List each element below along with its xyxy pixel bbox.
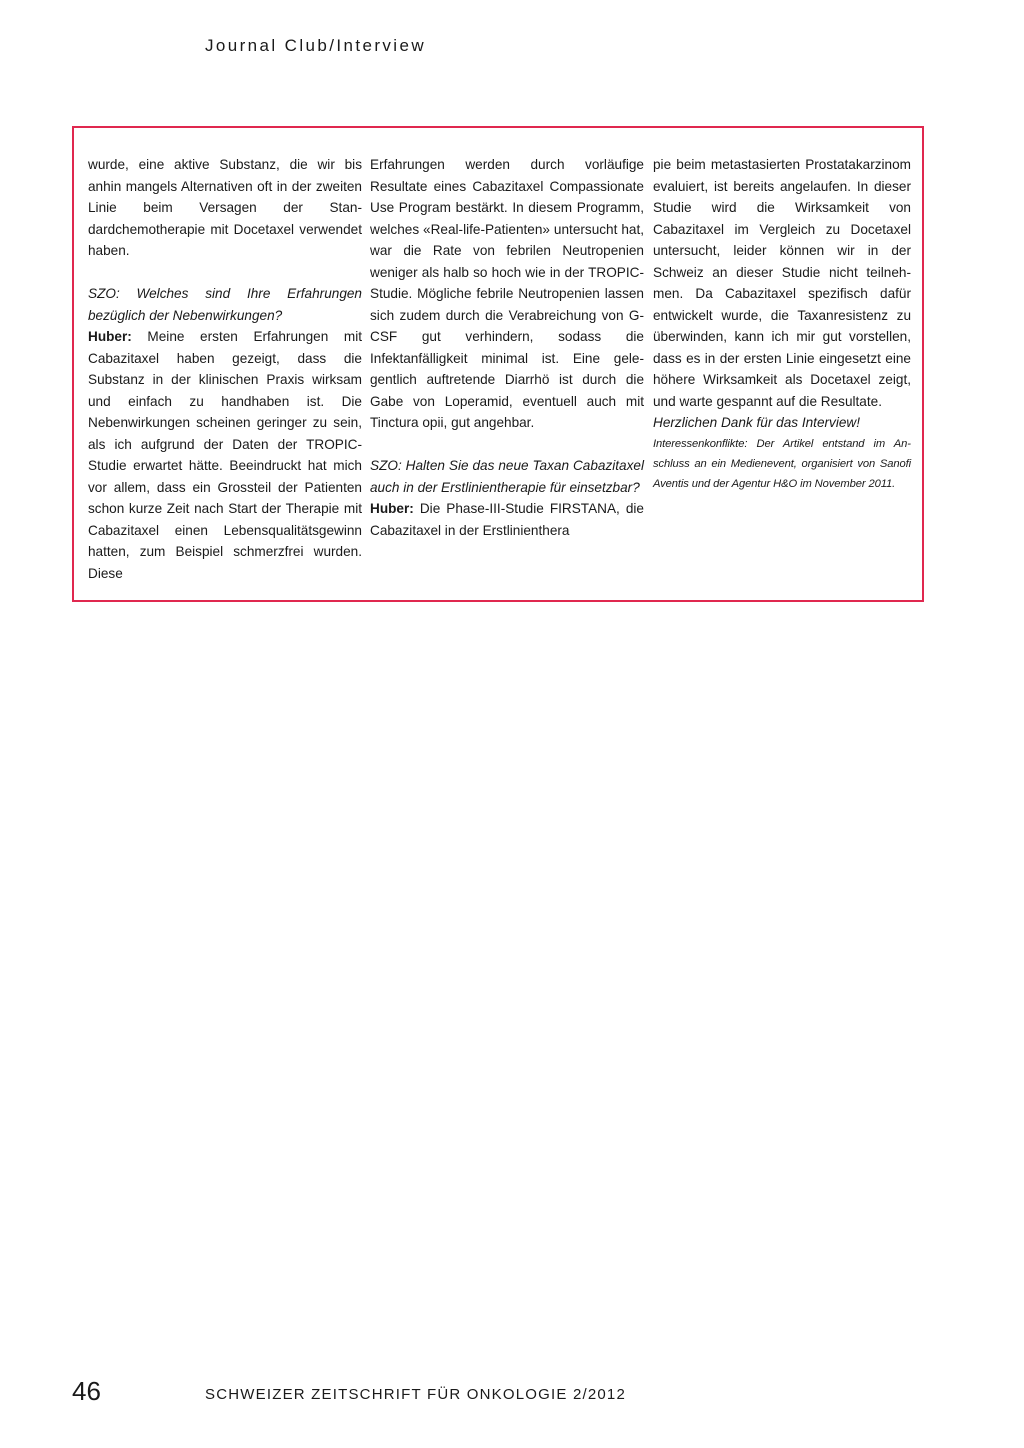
interview-question: SZO: Halten Sie das neue Taxan Cabazitaxel auch in der Erstlinientherapie für einsetzbar? [370,458,644,495]
speaker-label: Huber: [88,329,132,344]
journal-title: SCHWEIZER ZEITSCHRIFT FÜR ONKOLOGIE 2/2012 [205,1386,627,1403]
page-number: 46 [72,1376,101,1406]
interview-answer [88,326,362,584]
speaker-label: Huber: [370,501,414,516]
text-column-3 [653,154,911,494]
text-column-2 [370,154,644,541]
answer-text: Meine ersten Erfahrungen mit Cabazitaxel haben gezeigt, dass die Substanz in der klinischen Praxis wirksam und einfach zu handhaben ist. Die Nebenwirkungen scheinen geringer zu sein, als ich aufgrund der Daten der TROPIC-Studie erwartet hätte. Beeindruckt hat mich vor allem, dass ein Grossteil der Patienten schon kurze Zeit nach Start der Therapie mit Cabazitaxel einen Lebensqualitätsgewinn hatten, zum Beispiel schmerzfrei wurden. Diese [88,329,362,581]
closing-thanks: Herzlichen Dank für das Interview! [653,415,861,430]
section-header: Journal Club/Interview [205,36,426,55]
interview-question: SZO: Welches sind Ihre Erfahrungen bezüglich der Nebenwirkungen? [88,286,362,323]
paragraph: pie beim metastasierten Prostatakarzinom evaluiert, ist bereits angelaufen. In dieser Studie wird die Wirksamkeit von Cabazitaxel im Vergleich zu Docetaxel untersucht, leider können wir in der Schweiz an dieser Studie nicht teilnehmen. Da Cabazitaxel spezifisch dafür entwickelt wurde, die Taxanresistenz zu überwinden, kann ich mir gut vorstellen, dass es in der ersten Linie eingesetzt eine höhere Wirksamkeit als Docetaxel zeigt, und warte gespannt auf die Resultate. [653,157,911,409]
paragraph: Erfahrungen werden durch vorläufige Resultate eines Cabazitaxel Compassionate Use Program bestärkt. In diesem Programm, welches «Real-life-Patienten» untersucht hat, war die Rate von febrilen Neutropenien weniger als halb so hoch wie in der TROPIC-Studie. Mögliche febrile Neutropenien lassen sich zudem durch die Verabreichung von G-CSF gut verhindern, sodass die Infektanfälligkeit minimal ist. Eine gelegentlich auftretende Diarrhö ist durch die Gabe von Loperamid, eventuell auch mit Tinctura opii, gut angehbar. [370,157,644,430]
conflict-disclosure: Interessenkonflikte: Der Artikel entstand im Anschluss an ein Medienevent, organisiert von Sanofi Aventis und der Agentur H&O im November 2011. [653,437,911,490]
text-column-1 [88,154,362,584]
paragraph: wurde, eine aktive Substanz, die wir bis anhin mangels Alternativen oft in der zweiten Linie beim Versagen der Standardchemotherapie mit Docetaxel verwendet haben. [88,157,362,258]
interview-answer [370,498,644,541]
answer-text: Die Phase-III-Studie FIRSTANA, die Cabazitaxel in der Erstlinienthera [370,501,644,538]
